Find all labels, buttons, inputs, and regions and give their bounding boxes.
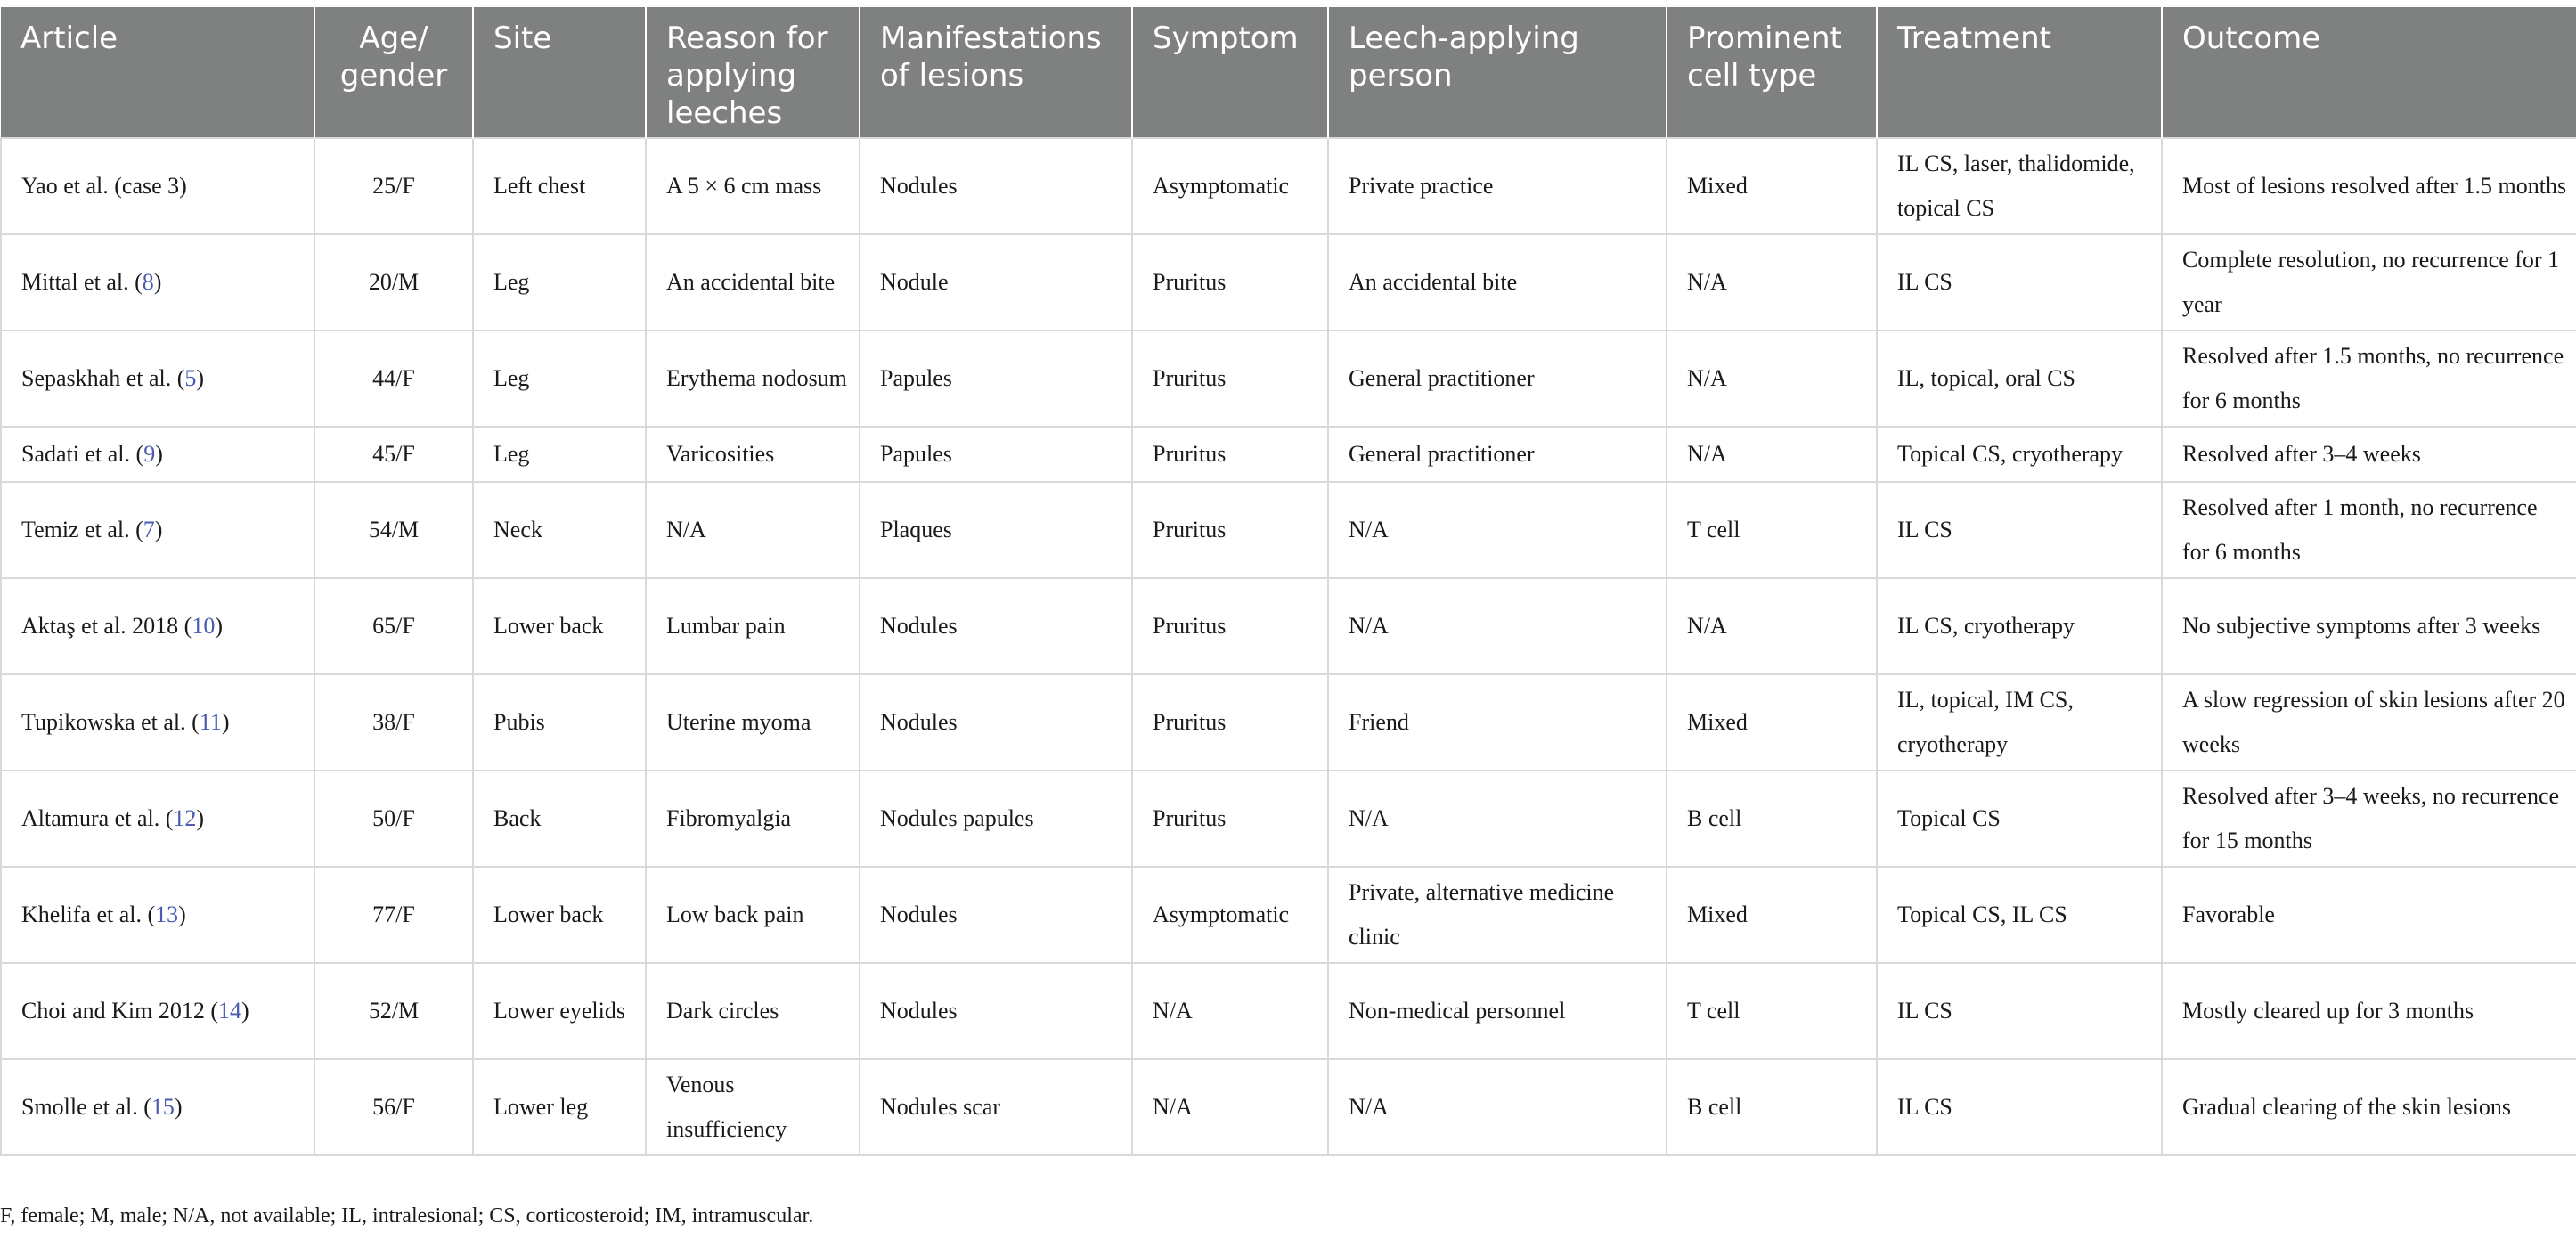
leech-applying-person-cell: Friend [1328,674,1667,771]
table-row [1,330,2576,427]
header-article: Article [1,7,314,138]
reason-cell: Varicosities [646,427,860,482]
outcome-cell: Most of lesions resolved after 1.5 months [2162,138,2576,234]
leech-applying-person-cell: Private practice [1328,138,1667,234]
age-gender-cell: 52/M [314,963,473,1059]
reference-link[interactable]: 11 [199,709,222,735]
leech-applying-person-cell: General practitioner [1328,330,1667,427]
reason-cell: N/A [646,482,860,578]
site-cell: Neck [473,482,646,578]
reference-link[interactable]: 12 [173,805,197,831]
article-name-tail: ) [178,901,186,927]
table-row [1,674,2576,771]
header-age-gender: Age/ gender [314,7,473,138]
symptom-cell: Pruritus [1132,234,1328,330]
age-gender-cell: 44/F [314,330,473,427]
reference-link[interactable]: 7 [143,517,155,542]
article-name: Sepaskhah et al. ( [21,365,185,391]
age-gender-cell: 65/F [314,578,473,674]
manifestation-cell: Nodules [860,578,1132,674]
header-row [1,7,2576,138]
outcome-cell: Mostly cleared up for 3 months [2162,963,2576,1059]
manifestation-cell: Plaques [860,482,1132,578]
reason-cell: Erythema nodosum [646,330,860,427]
site-cell: Back [473,771,646,867]
article-name: Khelifa et al. ( [21,901,156,927]
site-cell: Lower back [473,867,646,963]
outcome-cell: Complete resolution, no recurrence for 1 year [2162,234,2576,330]
cell-type-cell: Mixed [1667,674,1877,771]
table-body [1,138,2576,1155]
site-cell: Pubis [473,674,646,771]
header-outcome: Outcome [2162,7,2576,138]
article-cell [1,482,314,578]
article-name-tail: ) [221,709,230,735]
article-name-tail: ) [155,441,163,467]
cell-type-cell: N/A [1667,578,1877,674]
manifestation-cell: Nodules [860,138,1132,234]
manifestation-cell: Nodules [860,963,1132,1059]
table-row [1,963,2576,1059]
article-cell [1,771,314,867]
outcome-cell: Resolved after 3–4 weeks [2162,427,2576,482]
article-name-tail: ) [174,1094,183,1120]
article-cell [1,427,314,482]
treatment-cell: Topical CS, IL CS [1877,867,2162,963]
article-name: Choi and Kim 2012 ( [21,998,218,1024]
symptom-cell: Pruritus [1132,482,1328,578]
treatment-cell: IL CS [1877,1059,2162,1155]
article-name: Smolle et al. ( [21,1094,151,1120]
cell-type-cell: N/A [1667,234,1877,330]
outcome-cell: Resolved after 1.5 months, no recurrence for 6 months [2162,330,2576,427]
symptom-cell: Pruritus [1132,771,1328,867]
manifestation-cell: Nodules [860,867,1132,963]
article-cell [1,963,314,1059]
cell-type-cell: T cell [1667,963,1877,1059]
header-site: Site [473,7,646,138]
age-gender-cell: 77/F [314,867,473,963]
treatment-cell: Topical CS, cryotherapy [1877,427,2162,482]
leech-applying-person-cell: N/A [1328,578,1667,674]
reason-cell: Low back pain [646,867,860,963]
table-row [1,138,2576,234]
outcome-cell: Gradual clearing of the skin lesions [2162,1059,2576,1155]
reason-cell: Uterine myoma [646,674,860,771]
outcome-cell: No subjective symptoms after 3 weeks [2162,578,2576,674]
cell-type-cell: T cell [1667,482,1877,578]
article-cell [1,867,314,963]
reference-link[interactable]: 14 [218,998,241,1024]
article-cell [1,578,314,674]
manifestation-cell: Papules [860,427,1132,482]
cell-type-cell: N/A [1667,427,1877,482]
header-symptom: Symptom [1132,7,1328,138]
symptom-cell: Pruritus [1132,427,1328,482]
table-row [1,427,2576,482]
article-name: Temiz et al. ( [21,517,143,542]
treatment-cell: IL CS, laser, thalidomide, topical CS [1877,138,2162,234]
symptom-cell: Asymptomatic [1132,867,1328,963]
leech-applying-person-cell: N/A [1328,771,1667,867]
treatment-cell: IL CS [1877,963,2162,1059]
article-name-tail: ) [153,269,162,295]
age-gender-cell: 56/F [314,1059,473,1155]
article-cell [1,138,314,234]
cell-type-cell: B cell [1667,1059,1877,1155]
treatment-cell: IL CS, cryotherapy [1877,578,2162,674]
cell-type-cell: B cell [1667,771,1877,867]
article-name-tail: ) [215,613,224,639]
article-cell [1,330,314,427]
outcome-cell: A slow regression of skin lesions after 20 weeks [2162,674,2576,771]
article-name-tail: ) [196,805,205,831]
table-row [1,578,2576,674]
table-footnote: F, female; M, male; N/A, not available; IL, intralesional; CS, corticosteroid; IM, intramuscular. [0,1204,814,1228]
reference-link[interactable]: 5 [184,365,197,391]
manifestation-cell: Nodules papules [860,771,1132,867]
leech-applying-person-cell: An accidental bite [1328,234,1667,330]
symptom-cell: Pruritus [1132,330,1328,427]
cell-type-cell: Mixed [1667,867,1877,963]
manifestation-cell: Nodule [860,234,1132,330]
table-row [1,867,2576,963]
site-cell: Lower leg [473,1059,646,1155]
header-treatment: Treatment [1877,7,2162,138]
header-manifestations: Manifestations of lesions [860,7,1132,138]
reference-link[interactable]: 15 [151,1094,175,1120]
symptom-cell: N/A [1132,1059,1328,1155]
reference-link[interactable]: 9 [143,441,156,467]
treatment-cell: IL, topical, oral CS [1877,330,2162,427]
age-gender-cell: 54/M [314,482,473,578]
reason-cell: Dark circles [646,963,860,1059]
leech-applying-person-cell: Non-medical personnel [1328,963,1667,1059]
article-name-tail: ) [196,365,205,391]
leech-applying-person-cell: Private, alternative medicine clinic [1328,867,1667,963]
symptom-cell: Asymptomatic [1132,138,1328,234]
treatment-cell: IL CS [1877,234,2162,330]
age-gender-cell: 45/F [314,427,473,482]
treatment-cell: IL CS [1877,482,2162,578]
manifestation-cell: Nodules [860,674,1132,771]
reference-link[interactable]: 8 [142,269,154,295]
manifestation-cell: Nodules scar [860,1059,1132,1155]
reason-cell: A 5 × 6 cm mass [646,138,860,234]
site-cell: Lower eyelids [473,963,646,1059]
treatment-cell: IL, topical, IM CS, cryotherapy [1877,674,2162,771]
site-cell: Leg [473,234,646,330]
article-cell [1,1059,314,1155]
article-name-tail: ) [241,998,249,1024]
treatment-cell: Topical CS [1877,771,2162,867]
symptom-cell: Pruritus [1132,674,1328,771]
table-wrapper [0,7,2576,1156]
reason-cell: Fibromyalgia [646,771,860,867]
outcome-cell: Favorable [2162,867,2576,963]
leech-applying-person-cell: N/A [1328,482,1667,578]
age-gender-cell: 20/M [314,234,473,330]
age-gender-cell: 38/F [314,674,473,771]
symptom-cell: Pruritus [1132,578,1328,674]
manifestation-cell: Papules [860,330,1132,427]
reason-cell: An accidental bite [646,234,860,330]
site-cell: Leg [473,427,646,482]
case-table [0,7,2576,1156]
outcome-cell: Resolved after 1 month, no recurrence for 6 months [2162,482,2576,578]
age-gender-cell: 25/F [314,138,473,234]
cell-type-cell: N/A [1667,330,1877,427]
header-reason: Reason for applying leeches [646,7,860,138]
article-name: Altamura et al. ( [21,805,174,831]
table-row [1,482,2576,578]
outcome-cell: Resolved after 3–4 weeks, no recurrence for 15 months [2162,771,2576,867]
table-row [1,234,2576,330]
reference-link[interactable]: 13 [155,901,179,927]
article-name: Tupikowska et al. ( [21,709,200,735]
leech-applying-person-cell: N/A [1328,1059,1667,1155]
table-row [1,771,2576,867]
article-cell [1,674,314,771]
reference-link[interactable]: 10 [192,613,216,639]
symptom-cell: N/A [1132,963,1328,1059]
age-gender-cell: 50/F [314,771,473,867]
site-cell: Left chest [473,138,646,234]
reason-cell: Lumbar pain [646,578,860,674]
header-prominent-cell-type: Prominent cell type [1667,7,1877,138]
article-name-tail: ) [154,517,163,542]
site-cell: Leg [473,330,646,427]
article-cell [1,234,314,330]
article-name: Sadati et al. ( [21,441,144,467]
cell-type-cell: Mixed [1667,138,1877,234]
table-row [1,1059,2576,1155]
site-cell: Lower back [473,578,646,674]
article-name: Mittal et al. ( [21,269,143,295]
header-leech-applying-person: Leech-applying person [1328,7,1667,138]
reason-cell: Venous insufficiency [646,1059,860,1155]
article-name: Aktaş et al. 2018 ( [21,613,192,639]
leech-applying-person-cell: General practitioner [1328,427,1667,482]
article-name: Yao et al. (case 3) [21,173,187,199]
